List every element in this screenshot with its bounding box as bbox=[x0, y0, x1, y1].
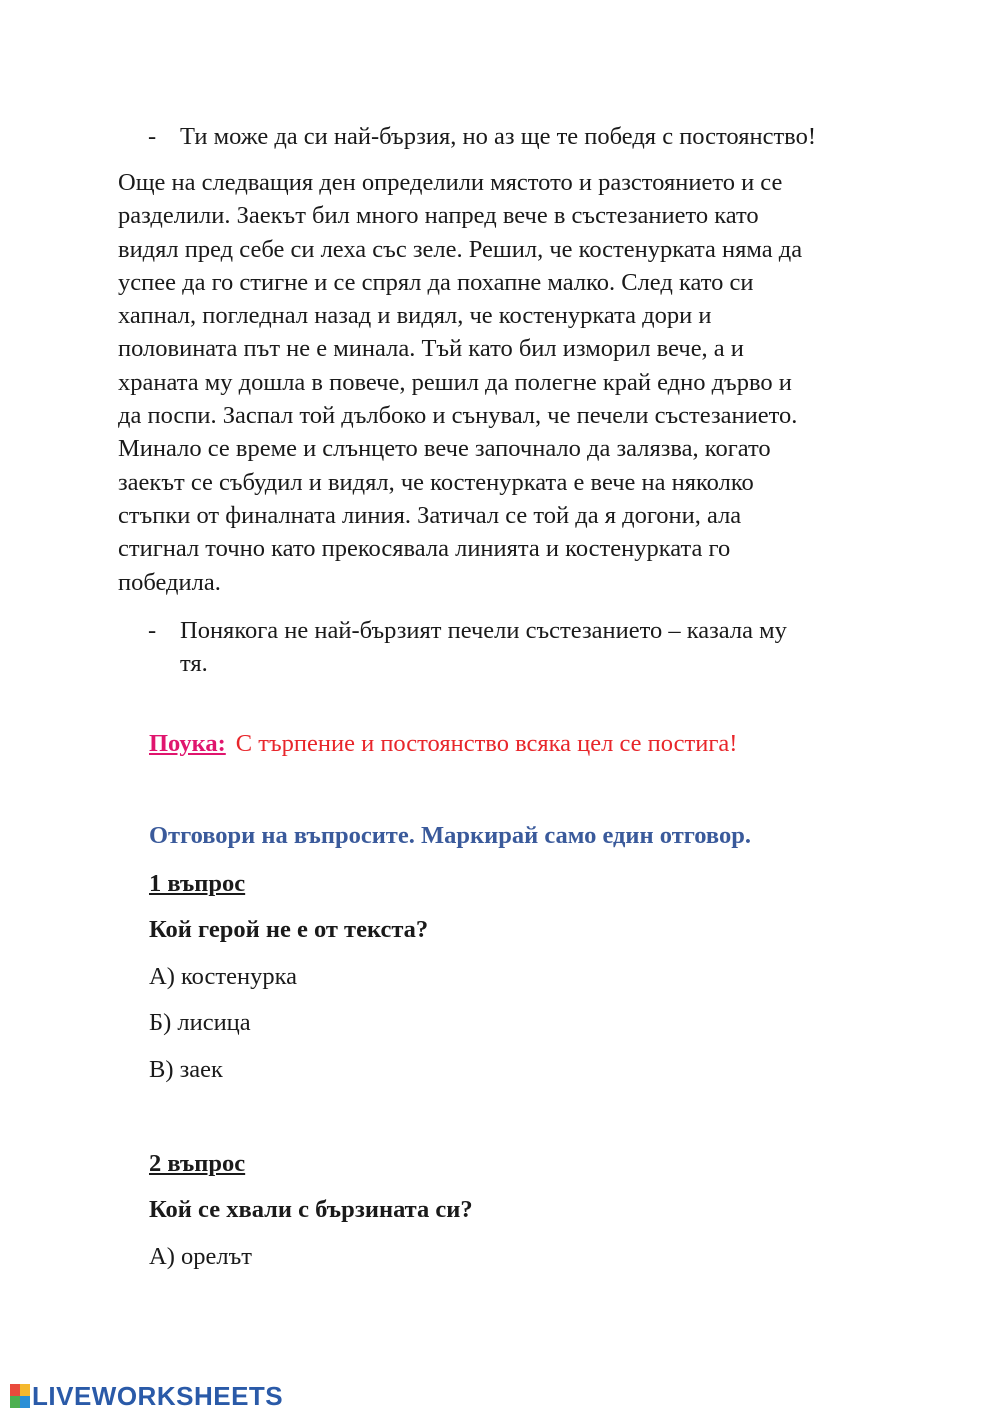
question-number: 1 въпрос bbox=[149, 870, 246, 897]
dialogue-line-1 bbox=[148, 120, 888, 153]
question-text: Кой се хвали с бързината си? bbox=[149, 1196, 473, 1223]
paragraph-line: хапнал, погледнал назад и видял, че костенурката дори и bbox=[118, 302, 712, 330]
paragraph-line: да поспи. Заспал той дълбоко и сънувал, че печели състезанието. bbox=[118, 402, 798, 430]
dialogue-dash: - bbox=[148, 617, 157, 644]
paragraph-line: разделили. Заекът бил много напред вече в състезанието като bbox=[118, 202, 759, 230]
dialogue-dash: - bbox=[148, 123, 157, 150]
story-paragraph bbox=[118, 166, 878, 599]
paragraph-line: стигнал точно като прекосявала линията и костенурката го bbox=[118, 535, 731, 563]
moral bbox=[149, 728, 737, 760]
paragraph-line: стъпки от финалната линия. Затичал се той да я догони, ала bbox=[118, 501, 742, 529]
paragraph-line: храната му дошла в повече, решил да полегне край едно дърво и bbox=[118, 368, 792, 396]
answer-option[interactable]: А) костенурка bbox=[149, 963, 297, 990]
answer-option[interactable]: В) заек bbox=[149, 1056, 223, 1083]
brand-name: LIVEWORKSHEETS bbox=[32, 1380, 284, 1411]
paragraph-line: видял пред себе си леха със зеле. Решил, че костенурката няма да bbox=[118, 235, 803, 263]
answer-option[interactable]: А) орелът bbox=[149, 1243, 252, 1270]
logo-icon bbox=[10, 1384, 30, 1408]
paragraph-line: успее да го стигне и се спрял да похапне малко. След като си bbox=[118, 268, 754, 296]
dialogue-text: Ти може да си най-бързия, но аз ще те победя с постоянство! bbox=[180, 123, 816, 150]
question-text: Кой герой не е от текста? bbox=[149, 916, 429, 943]
moral-label: Поука: bbox=[149, 730, 226, 757]
instructions: Отговори на въпросите. Маркирай само един отговор. bbox=[149, 822, 751, 849]
dialogue-line-2 bbox=[148, 614, 888, 680]
dialogue-text-continued: тя. bbox=[180, 650, 208, 677]
paragraph-line: Минало се време и слънцето вече започнало да залязва, когато bbox=[118, 435, 771, 463]
paragraph-line: заекът се събудил и видял, че костенурката е вече на няколко bbox=[118, 468, 754, 496]
question-number: 2 въпрос bbox=[149, 1150, 246, 1177]
answer-option[interactable]: Б) лисица bbox=[149, 1009, 251, 1036]
paragraph-line: половината път не е минала. Тъй като бил изморил вече, а и bbox=[118, 335, 744, 363]
dialogue-text: Понякога не най-бързият печели състезанието – казала му bbox=[180, 617, 787, 644]
liveworksheets-logo[interactable] bbox=[10, 1381, 283, 1411]
moral-text: С търпение и постоянство всяка цел се постига! bbox=[235, 730, 738, 757]
paragraph-line: Още на следващия ден определили мястото и разстоянието и се bbox=[118, 169, 783, 196]
paragraph-line: победила. bbox=[118, 568, 221, 596]
